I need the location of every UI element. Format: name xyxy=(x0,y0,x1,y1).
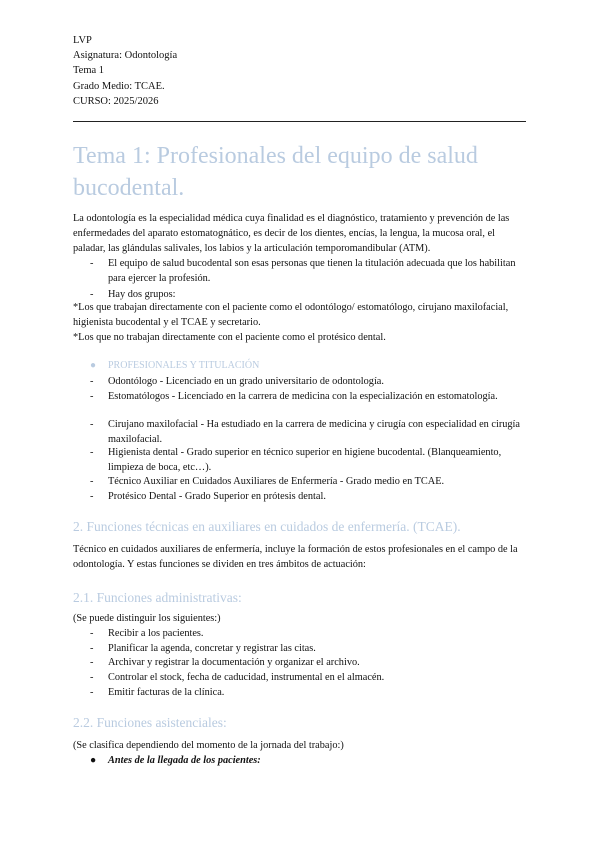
list-item-text: Higienista dental - Grado superior en técnico superior en higiene bucodental. (Blanqueamiento, limpieza de boca, etc…). xyxy=(108,447,502,474)
list-item-text: Recibir a los pacientes. xyxy=(108,628,204,639)
header-divider xyxy=(73,121,526,122)
list-item: - Recibir a los pacientes. xyxy=(90,626,530,641)
page-title: Tema 1: Profesionales del equipo de salud bucodental. xyxy=(73,143,478,201)
list-item-text: Protésico Dental - Grado Superior en prótesis dental. xyxy=(108,491,326,502)
list-item-text: Controlar el stock, fecha de caducidad, instrumental en el almacén. xyxy=(108,672,385,683)
list-item-text: Planificar la agenda, concretar y registrar las citas. xyxy=(108,643,316,654)
list-item: - Higienista dental - Grado superior en técnico superior en higiene bucodental. (Blanqueamiento, limpieza de boca, etc…). xyxy=(90,445,530,475)
intro-paragraph: La odontología es la especialidad médica cuya finalidad es el diagnóstico, tratamiento y prevención de las enfermedades del aparato estomatognático, es decir de los dientes, encías, la lengua, la mucosa oral, el paladar, las glándulas salivales, los labios y la articulación temporomandibular (ATM). xyxy=(73,213,510,255)
group-paragraph: *Los que no trabajan directamente con el paciente como el protésico dental. xyxy=(73,332,386,343)
section-heading: 2. Funciones técnicas en auxiliares en cuidados de enfermería. (TCAE). xyxy=(73,519,461,534)
list-item: - Hay dos grupos: xyxy=(90,287,530,302)
list-item: - Controlar el stock, fecha de caducidad, instrumental en el almacén. xyxy=(90,670,530,685)
section-paragraph: Técnico en cuidados auxiliares de enfermería, incluye la formación de estos profesionales en el campo de la odontología. Y estas funciones se dividen en tres ámbitos de actuación: xyxy=(73,544,518,571)
document-header xyxy=(73,33,177,109)
section-note: (Se clasifica dependiendo del momento de la jornada del trabajo:) xyxy=(73,740,344,751)
list-item-text: Técnico Auxiliar en Cuidados Auxiliares de Enfermería - Grado medio en TCAE. xyxy=(108,476,445,487)
list-item-text: Estomatólogos - Licenciado en la carrera de medicina con la especialización en estomatología. xyxy=(108,391,498,402)
header-topic: Tema 1 xyxy=(73,65,105,77)
section-note: (Se puede distinguir los siguientes:) xyxy=(73,613,221,624)
list-item-text: El equipo de salud bucodental son esas personas que tienen la titulación adecuada que los habilitan para ejercer la profesión. xyxy=(108,258,516,285)
section-heading: 2.1. Funciones administrativas: xyxy=(73,590,242,605)
list-item-text: Archivar y registrar la documentación y organizar el archivo. xyxy=(108,657,360,668)
list-item: - Emitir facturas de la clínica. xyxy=(90,685,530,700)
section-heading-text: PROFESIONALES Y TITULACIÓN xyxy=(108,360,260,371)
list-item-text: Odontólogo - Licenciado en un grado universitario de odontología. xyxy=(108,376,384,387)
header-course: CURSO: 2025/2026 xyxy=(73,95,159,107)
list-item-text: Cirujano maxilofacial - Ha estudiado en la carrera de medicina y cirugía con especialidad en cirugía maxilofacial. xyxy=(108,419,520,446)
list-item-text: Hay dos grupos: xyxy=(108,289,176,300)
list-item: - Archivar y registrar la documentación y organizar el archivo. xyxy=(90,655,530,670)
list-item: - El equipo de salud bucodental son esas personas que tienen la titulación adecuada que los habilitan para ejercer la profesión. xyxy=(90,256,530,286)
header-line: LVP xyxy=(73,35,92,46)
header-subject: Asignatura: Odontología xyxy=(73,50,178,62)
list-item: - Estomatólogos - Licenciado en la carrera de medicina con la especialización en estomatología. xyxy=(90,389,530,404)
group-paragraph: *Los que trabajan directamente con el paciente como el odontólogo/ estomatólogo, cirujano maxilofacial, higienista bucodental y el TCAE y secretario. xyxy=(73,302,509,329)
list-item-text: Emitir facturas de la clínica. xyxy=(108,687,225,698)
list-item: - Planificar la agenda, concretar y registrar las citas. xyxy=(90,641,530,656)
section-heading: ● PROFESIONALES Y TITULACIÓN xyxy=(90,358,259,373)
list-item-text: Antes de la llegada de los pacientes: xyxy=(108,755,261,766)
section-heading: 2.2. Funciones asistenciales: xyxy=(73,715,227,730)
list-item: ● Antes de la llegada de los pacientes: xyxy=(90,753,261,768)
list-item: - Protésico Dental - Grado Superior en prótesis dental. xyxy=(90,489,530,504)
header-grade: Grado Medio: TCAE. xyxy=(73,80,165,92)
list-item: - Técnico Auxiliar en Cuidados Auxiliares de Enfermería - Grado medio en TCAE. xyxy=(90,474,530,489)
list-item: - Odontólogo - Licenciado en un grado universitario de odontología. xyxy=(90,374,530,389)
list-item: - Cirujano maxilofacial - Ha estudiado en la carrera de medicina y cirugía con especialidad en cirugía maxilofacial. xyxy=(90,417,530,447)
